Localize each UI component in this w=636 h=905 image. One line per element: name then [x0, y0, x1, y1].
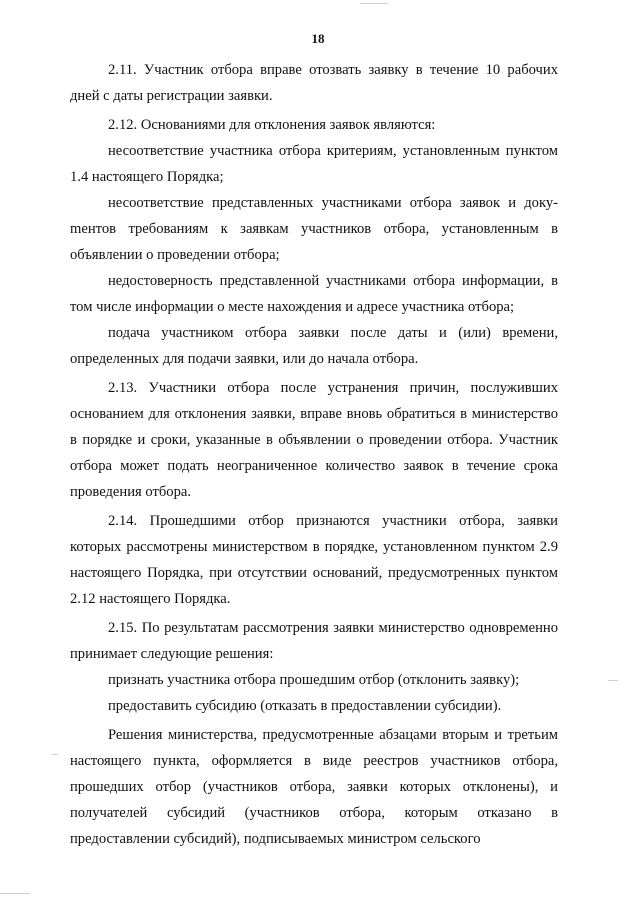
paragraph-documents-mismatch: несоответствие представленных участниками отбора заявок и докуmентов требованиям к заявкам участников отбора, установленным в объявлении о проведении отбора; — [70, 195, 558, 263]
paragraph-2-15: 2.15. По результатам рассмотрения заявки министерство одновременно принимает следующие решения: — [70, 620, 558, 662]
scan-mark-right — [608, 680, 618, 681]
paragraph-decision-selection: признать участника отбора прошедшим отбор (отклонить заявку); — [108, 672, 520, 688]
document-body — [70, 57, 558, 852]
paragraph-2-11: 2.11. Участник отбора вправе отозвать заявку в течение 10 рабочих дней с даты регистрации заявки. — [70, 62, 558, 104]
scan-mark-bottom — [0, 893, 30, 894]
page-number: 18 — [311, 31, 325, 46]
paragraph-2-12: 2.12. Основаниями для отклонения заявок являются: — [108, 117, 436, 133]
scan-mark-left — [52, 754, 58, 755]
paragraph-decisions-registry: Решения министерства, предусмотренные абзацами вторым и третьим настоящего пункта, оформляется в виде реестров участников отбора, прошедших отбор (участников отбора, заявки которых отклонены), и получателей субсидий (участников отбора, которым отказано в предоставлении субсидий), подписываемых министром сельского — [70, 727, 558, 847]
scan-mark-top — [360, 3, 388, 4]
paragraph-false-information: недостоверность представленной участниками отбора информации, в том числе информации о месте нахождения и адресе участника отбора; — [70, 273, 558, 315]
paragraph-2-13: 2.13. Участники отбора после устранения причин, послуживших основанием для отклонения заявки, вправе вновь обратиться в министерство в порядке и сроки, указанные в объявлении о проведении отбора. Участник отбора может подать неограниченное количество заявок в течение срока проведения отбора. — [70, 380, 558, 500]
paragraph-late-submission: подача участником отбора заявки после даты и (или) времени, определенных для подачи заявки, или до начала отбора. — [70, 325, 558, 367]
paragraph-decision-subsidy: предоставить субсидию (отказать в предоставлении субсидии). — [108, 698, 502, 714]
paragraph-2-14: 2.14. Прошедшими отбор признаются участники отбора, заявки которых рассмотрены министерством в порядке, установленном пунктом 2.9 настоящего Порядка, при отсутствии оснований, предусмотренных пунктом 2.12 настоящего Порядка. — [70, 513, 558, 607]
paragraph-criteria-mismatch: несоответствие участника отбора критериям, установленным пунктом 1.4 настоящего Порядка; — [70, 143, 558, 185]
